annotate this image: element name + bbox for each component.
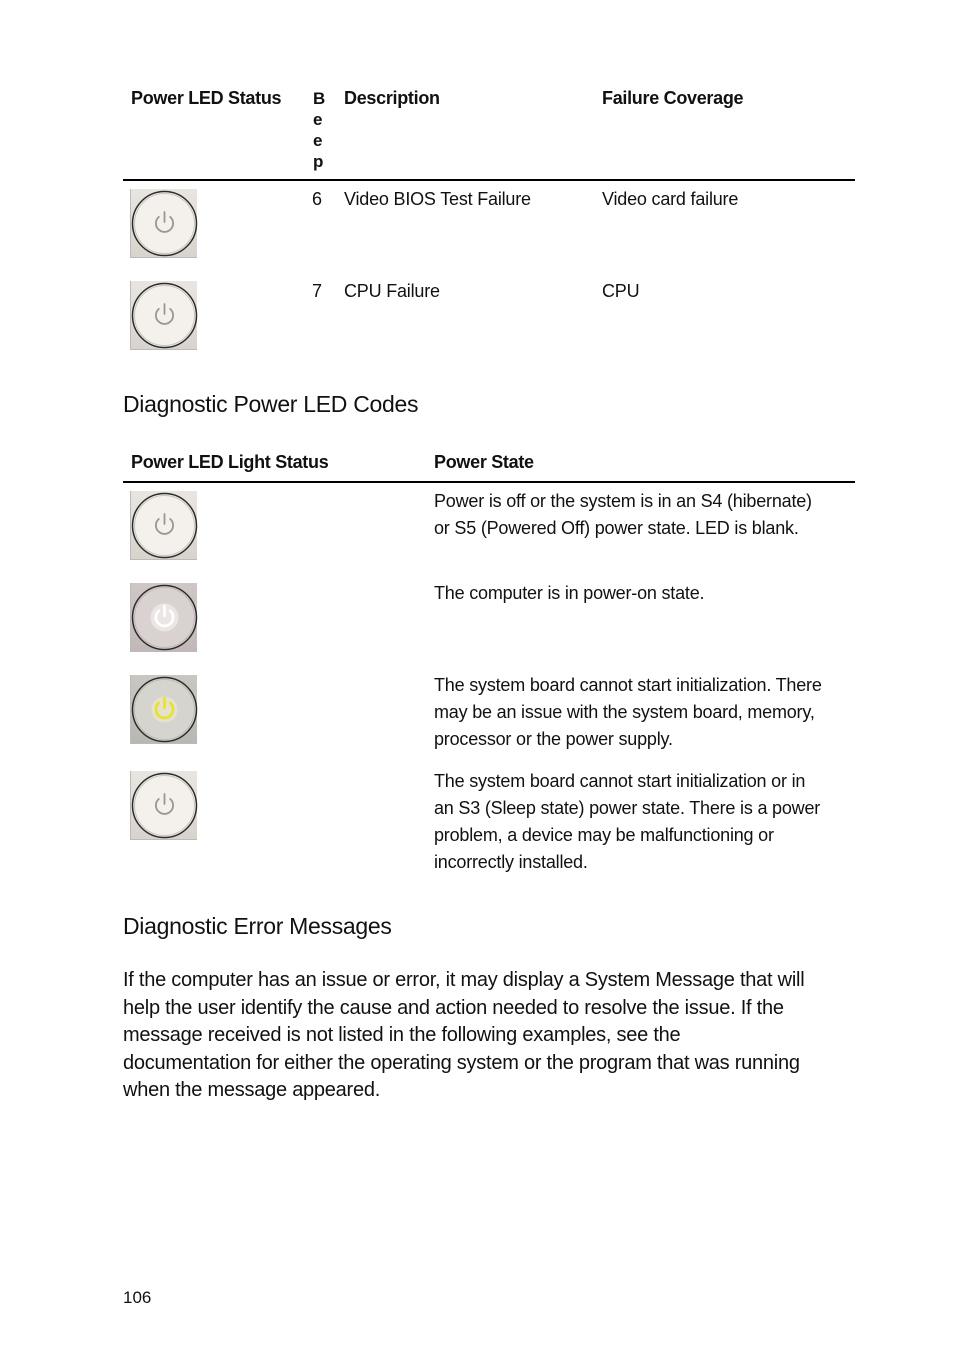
section-title-error-messages: Diagnostic Error Messages — [123, 913, 392, 939]
beep-count: 7 — [312, 281, 322, 301]
header-failure-coverage: Failure Coverage — [602, 88, 744, 108]
error-messages-paragraph — [123, 967, 858, 1105]
power-led-off-icon — [130, 491, 197, 560]
section-title-power-led-codes: Diagnostic Power LED Codes — [123, 391, 419, 417]
power-state-text — [434, 488, 812, 542]
page-number: 106 — [123, 1288, 152, 1307]
power-state-text — [434, 580, 704, 607]
header-beep: Beep — [313, 89, 326, 171]
header-power-led-status: Power LED Status — [131, 88, 282, 108]
power-state-text — [434, 672, 822, 753]
power-state-line: or S5 (Powered Off) power state. LED is blank. — [434, 518, 799, 538]
power-led-off-icon — [130, 189, 197, 258]
power-state-line: incorrectly installed. — [434, 852, 588, 872]
failure-coverage: CPU — [602, 281, 640, 301]
paragraph-line: documentation for either the operating system or the program that was running — [123, 1051, 800, 1074]
power-state-line: problem, a device may be malfunctioning or — [434, 825, 774, 845]
paragraph-line: when the message appeared. — [123, 1079, 381, 1101]
power-led-off-icon — [130, 281, 197, 350]
power-state-line: The system board cannot start initialization. There — [434, 675, 822, 695]
paragraph-line: message received is not listed in the following examples, see the — [123, 1024, 681, 1046]
header-light-status: Power LED Light Status — [131, 452, 329, 472]
paragraph-line: help the user identify the cause and action needed to resolve the issue. If the — [123, 996, 784, 1019]
beep-count: 6 — [312, 189, 322, 209]
header-description: Description — [344, 88, 440, 108]
header-power-state: Power State — [434, 452, 534, 472]
failure-description: Video BIOS Test Failure — [344, 189, 531, 209]
paragraph-line: If the computer has an issue or error, it may display a System Message that will — [123, 969, 805, 991]
failure-coverage: Video card failure — [602, 189, 739, 209]
power-state-line: processor or the power supply. — [434, 729, 673, 749]
failure-description: CPU Failure — [344, 281, 440, 301]
power-state-line: Power is off or the system is in an S4 (hibernate) — [434, 491, 812, 511]
power-state-line: may be an issue with the system board, memory, — [434, 702, 815, 722]
power-state-line: The system board cannot start initialization or in — [434, 771, 806, 791]
power-state-text — [434, 768, 820, 876]
power-state-line: The computer is in power-on state. — [434, 583, 705, 603]
power-state-line: an S3 (Sleep state) power state. There is a power — [434, 798, 821, 818]
power-led-off-icon — [130, 771, 197, 840]
power-led-white-icon — [130, 583, 197, 652]
power-led-amber-solid-icon — [130, 675, 197, 744]
